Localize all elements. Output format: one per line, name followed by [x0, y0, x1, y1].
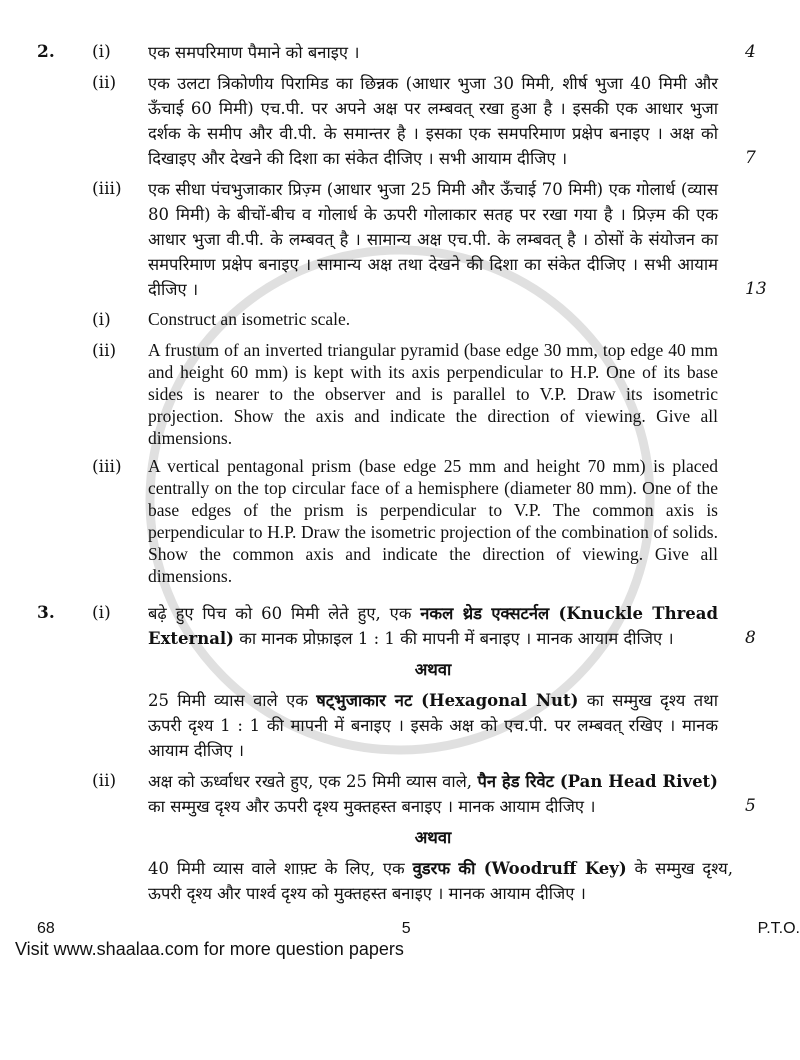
question-row [0, 339, 800, 449]
sub-label: (i) [92, 310, 111, 330]
text-part: बढ़े हुए पिच को 60 मिमी लेते हुए, एक [148, 604, 421, 623]
sub-label: (i) [92, 42, 111, 62]
marks: 5 [745, 796, 756, 816]
sub-label: (ii) [92, 771, 117, 791]
question-row [0, 455, 800, 587]
visit-link[interactable]: Visit www.shaalaa.com for more question papers [15, 939, 404, 959]
question-row [0, 308, 800, 333]
or-separator: अथवा [414, 828, 452, 847]
marks: 8 [745, 628, 756, 648]
term: षट्भुजाकार नट (Hexagonal Nut) [316, 691, 579, 710]
paper-code: 68 [37, 920, 55, 937]
question-row [0, 40, 800, 65]
pto-label: P.T.O. [757, 920, 800, 937]
term: वुडरफ की (Woodruff Key) [412, 859, 627, 878]
text-part: का सम्मुख दृश्य तथा ऊपरी दृश्य 1 : 1 की मापनी में बनाइए । इसके अक्ष को एच.पी. पर लम्बवत् रखिए । मानक आयाम दीजिए । [148, 691, 718, 760]
question-text-en: Construct an isometric scale. [148, 309, 351, 329]
question-row [0, 601, 800, 651]
question-text-hi: एक उलटा त्रिकोणीय पिरामिड का छिन्नक (आधार भुजा 30 मिमी, शीर्ष भुजा 40 मिमी और ऊँचाई 60 मिमी) एच.पी. पर अपने अक्ष पर लम्बवत् रखा हुआ है । इसकी एक आधार भुजा दर्शक के समीप और वी.पी. के समान्तर है । इसका एक समपरिमाण प्रक्षेप बनाइए । अक्ष को दिखाइए और देखने की दिशा का संकेत दीजिए । सभी आयाम दीजिए । [148, 74, 718, 168]
text-part: अक्ष को ऊर्ध्वाधर रखते हुए, एक 25 मिमी व्यास वाले, [148, 772, 478, 791]
question-text-hi: एक सीधा पंचभुजाकार प्रिज़्म (आधार भुजा 25 मिमी और ऊँचाई 70 मिमी) एक गोलार्ध (व्यास 80 मिमी) के बीचों-बीच व गोलार्ध के ऊपरी गोलाकार सतह पर रखा गया है । प्रिज़्म की एक आधार भुजा वी.पी. के लम्बवत् है । सामान्य अक्ष एच.पी. के लम्बवत् है । ठोसों के संयोजन का समपरिमाण प्रक्षेप बनाइए । सामान्य अक्ष तथा देखने की दिशा का संकेत दीजिए । सभी आयाम दीजिए । [148, 180, 718, 299]
text-part: के सम्मुख दृश्य, ऊपरी दृश्य और पार्श्व दृश्य को मुक्तहस्त बनाइए । मानक आयाम दीजिए । [148, 859, 733, 903]
sub-label: (iii) [92, 457, 122, 477]
sub-label: (ii) [92, 341, 117, 361]
question-text-hi [148, 688, 718, 763]
term: पैन हेड रिवेट (Pan Head Rivet) [477, 772, 718, 791]
question-row [0, 688, 800, 763]
question-text-en: A frustum of an inverted triangular pyramid (base edge 30 mm, top edge 40 mm and height 60 mm) is kept with its axis perpendicular to H.P. One of its base sides is nearer to the observer and is parallel to V.P. Draw its isometric projection. Show the axis and indicate the direction of viewing. Give all dimensions. [148, 340, 718, 448]
term: नकल थ्रेड एक्सटर्नल (Knuckle Thread External) [148, 604, 719, 648]
marks: 13 [745, 279, 767, 299]
sub-label: (i) [92, 603, 111, 623]
text-part: 25 मिमी व्यास वाले एक [148, 691, 317, 710]
question-text-hi [148, 769, 718, 819]
page-number: 5 [401, 920, 411, 937]
question-number-3: 3. [37, 603, 55, 623]
or-separator: अथवा [414, 660, 452, 679]
question-text-hi [148, 601, 718, 651]
footer [0, 920, 800, 938]
question-number-2: 2. [37, 42, 55, 62]
question-row [0, 769, 800, 819]
question-row [0, 177, 800, 302]
text-part: का सम्मुख दृश्य और ऊपरी दृश्य मुक्तहस्त बनाइए । मानक आयाम दीजिए । [148, 797, 596, 816]
question-text-hi: एक समपरिमाण पैमाने को बनाइए । [148, 43, 360, 62]
sub-label: (iii) [92, 179, 122, 199]
marks: 7 [745, 148, 756, 168]
text-part: 40 मिमी व्यास वाले शाफ़्ट के लिए, एक [148, 859, 413, 878]
question-row [0, 71, 800, 171]
marks: 4 [745, 42, 756, 62]
question-row [0, 856, 800, 906]
question-text-en: A vertical pentagonal prism (base edge 25 mm and height 70 mm) is placed centrally on the top circular face of a hemisphere (diameter 80 mm). One of the base edges of the prism is perpendicular to V.P. The common axis is perpendicular to H.P. Draw the isometric projection of the combination of solids. Show the common axis and indicate the direction of viewing. Give all dimensions. [148, 456, 718, 586]
question-text-hi [148, 856, 733, 906]
sub-label: (ii) [92, 73, 117, 93]
text-part: का मानक प्रोफ़ाइल 1 : 1 की मापनी में बनाइए । मानक आयाम दीजिए । [234, 629, 674, 648]
